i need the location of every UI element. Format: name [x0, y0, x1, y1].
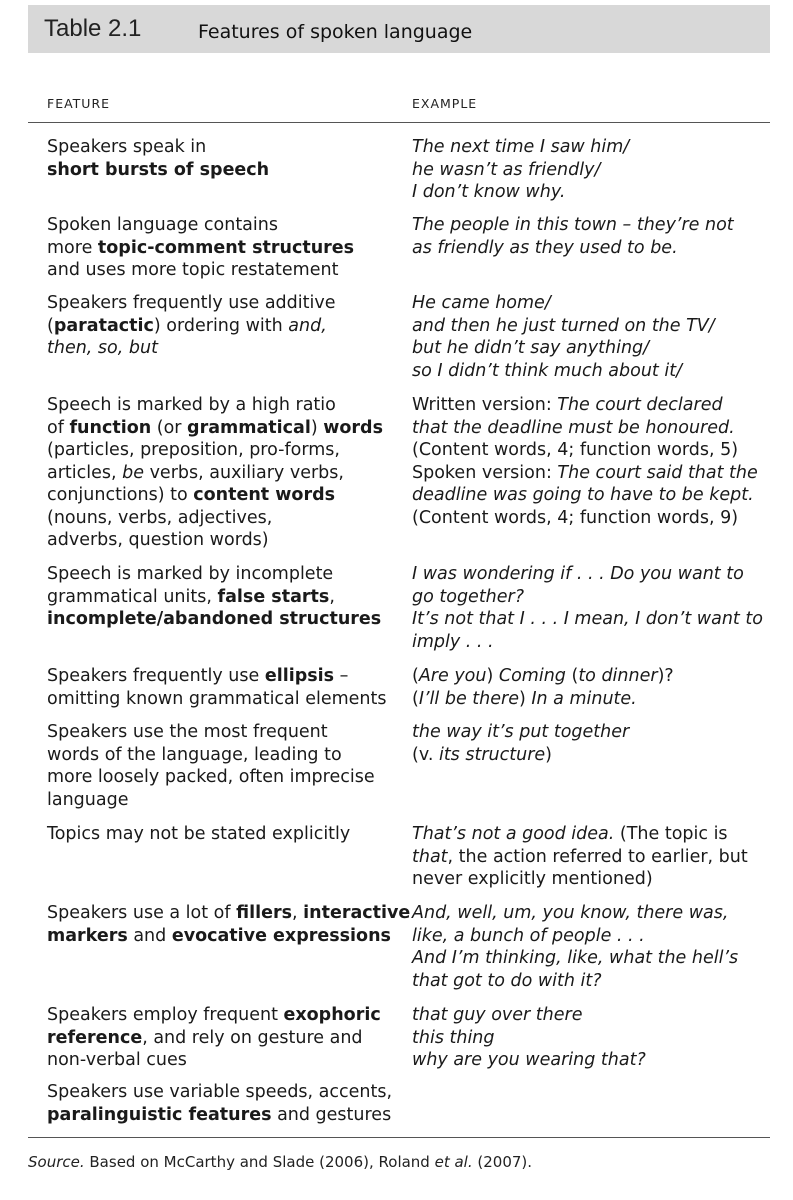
text-segment: imply . . . — [412, 631, 494, 652]
feature-line — [47, 1049, 397, 1072]
text-segment: ( — [412, 688, 419, 709]
example-cell — [412, 665, 772, 710]
text-segment: markers — [47, 925, 128, 946]
example-cell — [412, 721, 772, 766]
text-segment: never explicitly mentioned) — [412, 869, 653, 889]
text-segment: the way it’s put together — [412, 722, 630, 742]
text-segment: Source. — [28, 1153, 85, 1171]
text-segment: why are you wearing that? — [412, 1050, 646, 1070]
text-segment: I’ll be there — [418, 688, 519, 709]
text-segment: paratactic — [53, 315, 154, 336]
example-cell — [412, 292, 772, 382]
text-segment: function — [69, 417, 152, 438]
feature-cell — [47, 665, 397, 710]
text-segment: go together? — [412, 586, 525, 607]
text-segment: of — [47, 417, 70, 438]
text-segment: He came home/ — [412, 293, 551, 313]
feature-line — [47, 136, 397, 159]
feature-line — [47, 292, 397, 315]
feature-line — [47, 563, 397, 586]
feature-cell — [47, 214, 397, 282]
text-segment: words of the language, leading to — [47, 744, 342, 765]
text-segment: Topics may not be stated explicitly — [47, 824, 351, 844]
feature-line — [47, 394, 397, 417]
text-segment: adverbs, question words) — [47, 530, 269, 550]
text-segment: Are you — [418, 666, 487, 686]
example-line — [412, 721, 772, 744]
feature-line — [47, 688, 397, 711]
example-line — [412, 337, 772, 360]
feature-cell — [47, 136, 397, 181]
example-cell — [412, 214, 772, 259]
feature-line — [47, 462, 397, 485]
text-segment: The court said that the — [557, 462, 758, 483]
text-segment: (Content words, 4; function words, 5) — [412, 440, 739, 460]
text-segment: I don’t know why. — [412, 182, 566, 202]
text-segment: (or — [151, 417, 188, 438]
table-number: Table 2.1 — [44, 15, 142, 42]
text-segment: then, so, but — [47, 338, 158, 358]
text-segment: )? — [657, 666, 674, 686]
text-segment: words — [323, 417, 383, 438]
text-segment: ellipsis — [264, 666, 335, 686]
text-segment: Speakers speak in — [47, 137, 207, 157]
example-line — [412, 1049, 772, 1072]
text-segment: Speakers use the most frequent — [47, 722, 328, 742]
feature-cell — [47, 1081, 397, 1126]
feature-line — [47, 823, 397, 846]
text-segment: omitting known grammatical elements — [47, 688, 387, 709]
text-segment: ) — [518, 688, 532, 709]
text-segment: and uses more topic restatement — [47, 260, 339, 280]
text-segment: , the action referred to earlier, but — [447, 846, 748, 867]
text-segment: so I didn’t think much about it/ — [412, 360, 682, 381]
feature-line — [47, 1004, 397, 1027]
text-segment: more — [47, 237, 98, 258]
header-rule — [28, 122, 770, 123]
feature-line — [47, 789, 397, 812]
feature-line — [47, 259, 397, 282]
text-segment: like, a bunch of people . . . — [412, 925, 645, 946]
text-segment: I was wondering if . . . Do you want to — [412, 564, 744, 584]
feature-cell — [47, 292, 397, 360]
text-segment: evocative expressions — [171, 925, 391, 946]
source-note — [28, 1153, 532, 1171]
text-segment: be — [122, 462, 145, 483]
example-line — [412, 846, 772, 869]
example-line — [412, 159, 772, 182]
example-line — [412, 439, 772, 462]
feature-line — [47, 721, 397, 744]
feature-cell — [47, 823, 397, 846]
text-segment: Speech is marked by incomplete — [47, 564, 334, 584]
example-cell — [412, 563, 772, 653]
text-segment: et al. — [434, 1153, 473, 1171]
feature-line — [47, 484, 397, 507]
text-segment: that — [412, 846, 448, 867]
text-segment: ) — [486, 666, 499, 686]
text-segment: That’s not a good idea. — [412, 824, 615, 844]
text-segment: this thing — [412, 1027, 495, 1048]
example-line — [412, 1004, 772, 1027]
text-segment: and — [127, 925, 172, 946]
example-line — [412, 947, 772, 970]
example-line — [412, 665, 772, 688]
feature-line — [47, 337, 397, 360]
text-segment: ( — [47, 315, 54, 336]
example-cell — [412, 902, 772, 992]
text-segment: Speakers frequently use additive — [47, 293, 336, 313]
example-line — [412, 237, 772, 260]
text-segment: exophoric — [283, 1005, 381, 1025]
feature-line — [47, 439, 397, 462]
text-segment: (Content words, 4; function words, 9) — [412, 507, 739, 528]
feature-line — [47, 315, 397, 338]
text-segment: false starts — [217, 586, 330, 607]
example-line — [412, 214, 772, 237]
text-segment: (nouns, verbs, adjectives, — [47, 507, 273, 528]
feature-cell — [47, 563, 397, 631]
text-segment: topic-comment structures — [97, 237, 355, 258]
text-segment: that guy over there — [412, 1005, 583, 1025]
text-segment: Speech is marked by a high ratio — [47, 395, 336, 415]
example-line — [412, 507, 772, 530]
feature-cell — [47, 902, 411, 947]
example-cell — [412, 394, 772, 529]
text-segment: as friendly as they used to be. — [412, 237, 678, 258]
example-line — [412, 586, 772, 609]
feature-line — [47, 586, 397, 609]
example-line — [412, 484, 772, 507]
feature-cell — [47, 1004, 397, 1072]
feature-cell — [47, 394, 397, 552]
text-segment: that got to do with it? — [412, 970, 602, 991]
text-segment: And, well, um, you know, there was, — [412, 903, 729, 923]
text-segment: to dinner — [578, 666, 658, 686]
table-title: Features of spoken language — [198, 21, 473, 43]
table-title-bar — [28, 5, 770, 53]
feature-line — [47, 766, 397, 789]
text-segment: (particles, preposition, pro-forms, — [47, 440, 340, 460]
text-segment: incomplete/abandoned structures — [47, 609, 382, 629]
feature-line — [47, 507, 397, 530]
text-segment: paralinguistic features — [47, 1104, 272, 1125]
text-segment: Speakers employ frequent — [47, 1005, 284, 1025]
feature-line — [47, 744, 397, 767]
example-line — [412, 631, 772, 654]
example-line — [412, 563, 772, 586]
example-line — [412, 462, 772, 485]
text-segment: Speakers frequently use — [47, 666, 265, 686]
feature-line — [47, 159, 397, 182]
feature-line — [47, 237, 397, 260]
text-segment: grammatical — [187, 417, 311, 438]
text-segment: Speakers use a lot of — [47, 903, 237, 923]
text-segment: ) ordering with — [153, 315, 289, 336]
text-segment: (The topic is — [614, 824, 728, 844]
text-segment: content words — [193, 485, 336, 505]
example-line — [412, 394, 772, 417]
example-line — [412, 417, 772, 440]
example-cell — [412, 136, 772, 204]
bottom-rule — [28, 1137, 770, 1138]
example-line — [412, 925, 772, 948]
feature-line — [47, 1104, 397, 1127]
text-segment: interactive — [303, 903, 411, 923]
text-segment: but he didn’t say anything/ — [412, 338, 650, 358]
example-line — [412, 360, 772, 383]
example-line — [412, 181, 772, 204]
text-segment: Based on McCarthy and Slade (2006), Roland — [84, 1153, 435, 1171]
text-segment: The court declared — [557, 395, 723, 415]
example-line — [412, 902, 772, 925]
example-line — [412, 315, 772, 338]
text-segment: (2007). — [472, 1153, 533, 1171]
feature-line — [47, 902, 411, 925]
feature-line — [47, 1081, 397, 1104]
text-segment: its structure — [438, 744, 546, 765]
text-segment: reference — [47, 1027, 143, 1048]
text-segment: ) — [545, 744, 552, 765]
text-segment: ) — [310, 417, 324, 438]
text-segment: The people in this town – they’re not — [412, 215, 734, 235]
example-line — [412, 688, 772, 711]
text-segment: conjunctions) to — [47, 485, 194, 505]
text-segment: , and rely on gesture and — [142, 1027, 363, 1048]
text-segment: And I’m thinking, like, what the hell’s — [412, 948, 739, 968]
text-segment: that the deadline must be honoured. — [412, 417, 735, 438]
text-segment: verbs, auxiliary verbs, — [144, 462, 344, 483]
text-segment: Coming — [498, 666, 566, 686]
text-segment: Spoken language contains — [47, 215, 278, 235]
example-cell — [412, 823, 772, 891]
example-line — [412, 292, 772, 315]
text-segment: , — [329, 586, 335, 607]
example-line — [412, 970, 772, 993]
example-line — [412, 823, 772, 846]
feature-cell — [47, 721, 397, 811]
column-header-example: EXAMPLE — [412, 96, 478, 111]
example-line — [412, 868, 772, 891]
text-segment: short bursts of speech — [47, 159, 270, 180]
text-segment: language — [47, 789, 129, 810]
text-segment: , — [292, 903, 304, 923]
example-line — [412, 136, 772, 159]
column-header-feature: FEATURE — [47, 96, 111, 111]
feature-line — [47, 214, 397, 237]
text-segment: grammatical units, — [47, 586, 218, 607]
text-segment: ( — [412, 666, 419, 686]
feature-line — [47, 925, 397, 948]
text-segment: Written version: — [412, 395, 558, 415]
text-segment: fillers — [236, 903, 292, 923]
text-segment: Speakers use variable speeds, accents, — [47, 1082, 393, 1102]
feature-line — [47, 529, 397, 552]
example-line — [412, 1027, 772, 1050]
text-segment: articles, — [47, 462, 123, 483]
feature-line — [47, 665, 397, 688]
feature-line — [47, 608, 397, 631]
text-segment: and gestures — [271, 1104, 392, 1125]
feature-line — [47, 417, 397, 440]
text-segment: more loosely packed, often imprecise — [47, 767, 375, 787]
text-segment: he wasn’t as friendly/ — [412, 159, 601, 180]
text-segment: The next time I saw him/ — [412, 137, 630, 157]
text-segment: and then he just turned on the TV/ — [412, 315, 715, 336]
text-segment: ( — [565, 666, 579, 686]
text-segment: (v. — [412, 744, 439, 765]
example-cell — [412, 1004, 772, 1072]
example-line — [412, 608, 772, 631]
text-segment: Spoken version: — [412, 462, 558, 483]
example-line — [412, 744, 772, 767]
text-segment: It’s not that I . . . I mean, I don’t want to — [412, 609, 763, 629]
text-segment: and, — [288, 315, 327, 336]
text-segment: In a minute. — [531, 688, 637, 709]
text-segment: non-verbal cues — [47, 1050, 187, 1070]
text-segment: – — [334, 666, 349, 686]
feature-line — [47, 1027, 397, 1050]
text-segment: deadline was going to have to be kept. — [412, 485, 754, 505]
